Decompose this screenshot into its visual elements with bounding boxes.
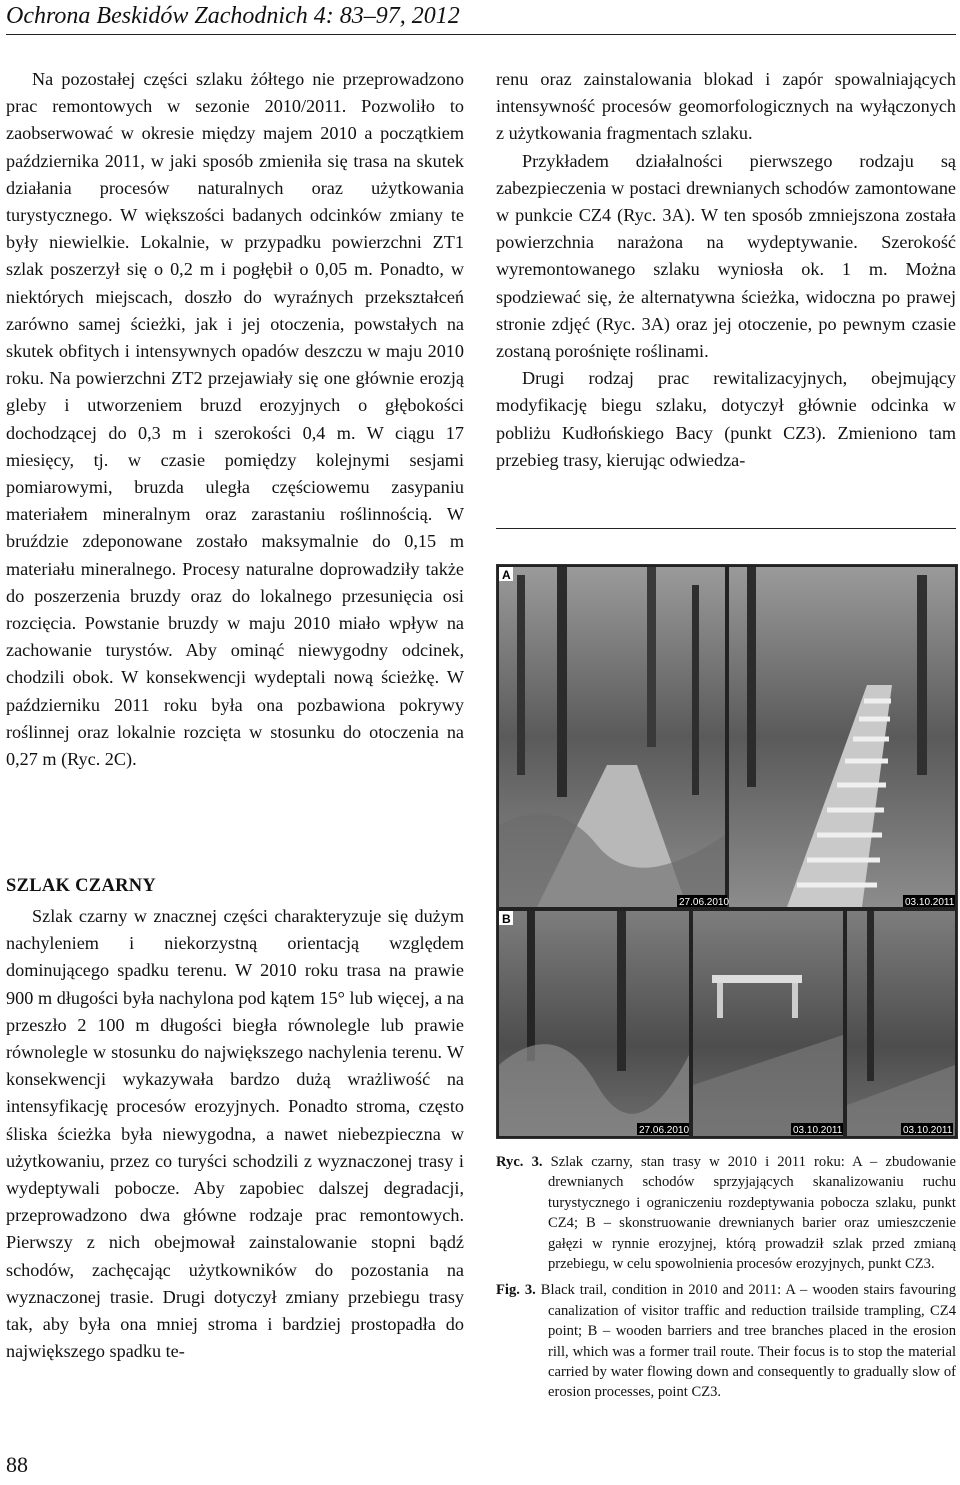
page-number: 88 [6, 1452, 28, 1477]
panel-b-photo-2011-b [847, 911, 955, 1136]
panel-b-photo-2011-a [693, 911, 843, 1136]
panel-a-photo-2011 [729, 567, 955, 907]
panel-b-date-2: 03.10.2011 [793, 1125, 843, 1136]
caption-polish [496, 1152, 956, 1274]
paragraph: Na pozostałej części szlaku żółtego nie przeprowadzono prac remontowych w sezonie 2010/2011. Pozwoliło to zaobserwować w okresie między majem 2010 a początkiem października 2011, w jaki sposób zmieniła się trasa na skutek działania procesów naturalnych oraz użytkowania turystycznego. W większości badanych odcinków zmiany te były niewielkie. Lokalnie, w przypadku powierzchni ZT1 szlak poszerzył się o 0,2 m i pogłębił o 0,05 m. Ponadto, w niektórych miejscach, doszło do wyraźnych przekształceń zarówno samej ścieżki, jak i jej otoczenia, powstałych na skutek obfitych i intensywnych opadów deszczu w maju 2010 roku. Na powierzchni ZT2 przejawiały się one głównie erozją gleby i utworzeniem bruzd erozyjnych o głębokości dochodzącej do 0,3 m i szerokości 0,4 m. W ciągu 17 miesięcy, tj. w czasie pomiędzy kolejnymi sesjami pomiarowymi, bruzda uległa częściowemu zasypaniu materiałem mineralnym oraz zarastaniu roślinnością. W bruździe zdeponowane zostało maksymalnie do 0,15 m materiału mineralnego. Procesy naturalne doprowadziły także do poszerzenia bruzdy oraz do lokalnego przesunięcia osi rozcięcia. Powstanie bruzdy w maju 2010 miało wpływ na zachowanie turystów. Aby ominąć niewygodny odcinek, chodzili obok. W konsekwencji wydeptali nową ścieżkę. W październiku 2011 roku była ona pozbawiona pokrywy roślinnej oraz lokalnie rozcięta w stosunku do otoczenia na 0,27 m (Ryc. 2C). [6, 69, 464, 770]
journal-header: Ochrona Beskidów Zachodnich 4: 83–97, 2012 [6, 0, 956, 35]
panel-b-label: B [502, 912, 511, 926]
caption-text-pl: Szlak czarny, stan trasy w 2010 i 2011 roku: A – zbudowanie drewnianych schodów sprzyjających skanalizowaniu ruchu turystycznego i ograniczeniu rozdeptywania pobocza szlaku, punkt CZ4; B – skonstruowanie drewnianych barier oraz umieszczenie gałęzi w rynnie erozyjnej, którą prowadził szlak przed zmianą przebiegu, w celu spowolnienia procesów erozyjnych, punkt CZ3. [548, 1154, 956, 1273]
paragraph: renu oraz zainstalowania blokad i zapór spowalniających intensywność procesów geomorfologicznych na wyłączonych z użytkowania fragmentach szlaku. [496, 69, 956, 144]
panel-a-date-2: 03.10.2011 [905, 897, 955, 908]
panel-b-date-1: 27.06.2010 [639, 1125, 690, 1136]
caption-text-en: Black trail, condition in 2010 and 2011: A – wooden stairs favouring canalization of visitor traffic and reduction trailside trampling, CZ4 point; B – wooden barriers and tree branches placed in the erosion rill, which was a former trail route. Their focus is to stop the material carried by water flowing down and consequently to gradually slow of erosion processes, point CZ3. [540, 1282, 956, 1401]
paragraph: Przykładem działalności pierwszego rodzaju są zabezpieczenia w postaci drewnianych schodów zamontowane w punkcie CZ4 (Ryc. 3A). W ten sposób zmniejszona została powierzchnia narażona na wydeptywanie. Szerokość wyremontowanego szlaku wyniosła ok. 1 m. Można spodziewać się, że alternatywna ścieżka, widoczna po prawej stronie zdjęć (Ryc. 3A) oraz jej otoczenie, po pewnym czasie zostaną porośnięte roślinami. [496, 150, 956, 362]
caption-english [496, 1280, 956, 1402]
paragraph: Drugi rodzaj prac rewitalizacyjnych, obejmujący modyfikację biegu szlaku, dotyczył głównie odcinka w pobliżu Kudłońskiego Bacy (punkt CZ3). Zmieniono tam przebieg trasy, kierując odwiedza- [496, 368, 956, 470]
panel-b-photo-2010 [499, 911, 689, 1136]
panel-a-photo-2010 [499, 567, 725, 907]
section-heading: SZLAK CZARNY [6, 876, 157, 896]
figure-3-photos [496, 564, 958, 1139]
panel-a-date-1: 27.06.2010 [679, 897, 730, 908]
caption-label-en: Fig. 3. [496, 1282, 536, 1299]
paragraph: Szlak czarny w znacznej części charakteryzuje się dużym nachyleniem i niekorzystną orientacją względem dominującego spadku terenu. W 2010 roku trasa na prawie 900 m długości była nachylona pod kątem 15° lub więcej, a na przeszło 2 100 m długości biegła równolegle lub prawie równolegle w stosunku do największego nachylenia terenu. W konsekwencji wykazywała bardzo dużą wrażliwość na intensyfikację procesów erozyjnych. Ponadto stroma, często śliska ścieżka była niewygodna, a nawet niebezpieczna w użytkowaniu, przez co turyści schodzili z wyznaczonej trasy i wydeptywali pobocze. Aby zapobiec dalszej degradacji, przeprowadzono dwa główne rodzaje prac remontowych. Pierwszy z nich obejmował zainstalowanie stopni bądź schodów, zachęcając użytkowników do pozostania na wyznaczonej trasie. Drugi dotyczył zmiany przebiegu trasy tak, aby była ona mniej stroma i bardziej prostopadła do największego spadku te- [6, 906, 464, 1362]
panel-a-label: A [502, 568, 511, 582]
right-column-text [496, 66, 956, 474]
panel-b-date-3: 03.10.2011 [903, 1125, 953, 1136]
section-text [6, 903, 464, 1365]
figure-caption [496, 1152, 956, 1409]
left-column-text [6, 66, 464, 773]
caption-label-pl: Ryc. 3. [496, 1154, 543, 1170]
column-divider [496, 528, 956, 529]
